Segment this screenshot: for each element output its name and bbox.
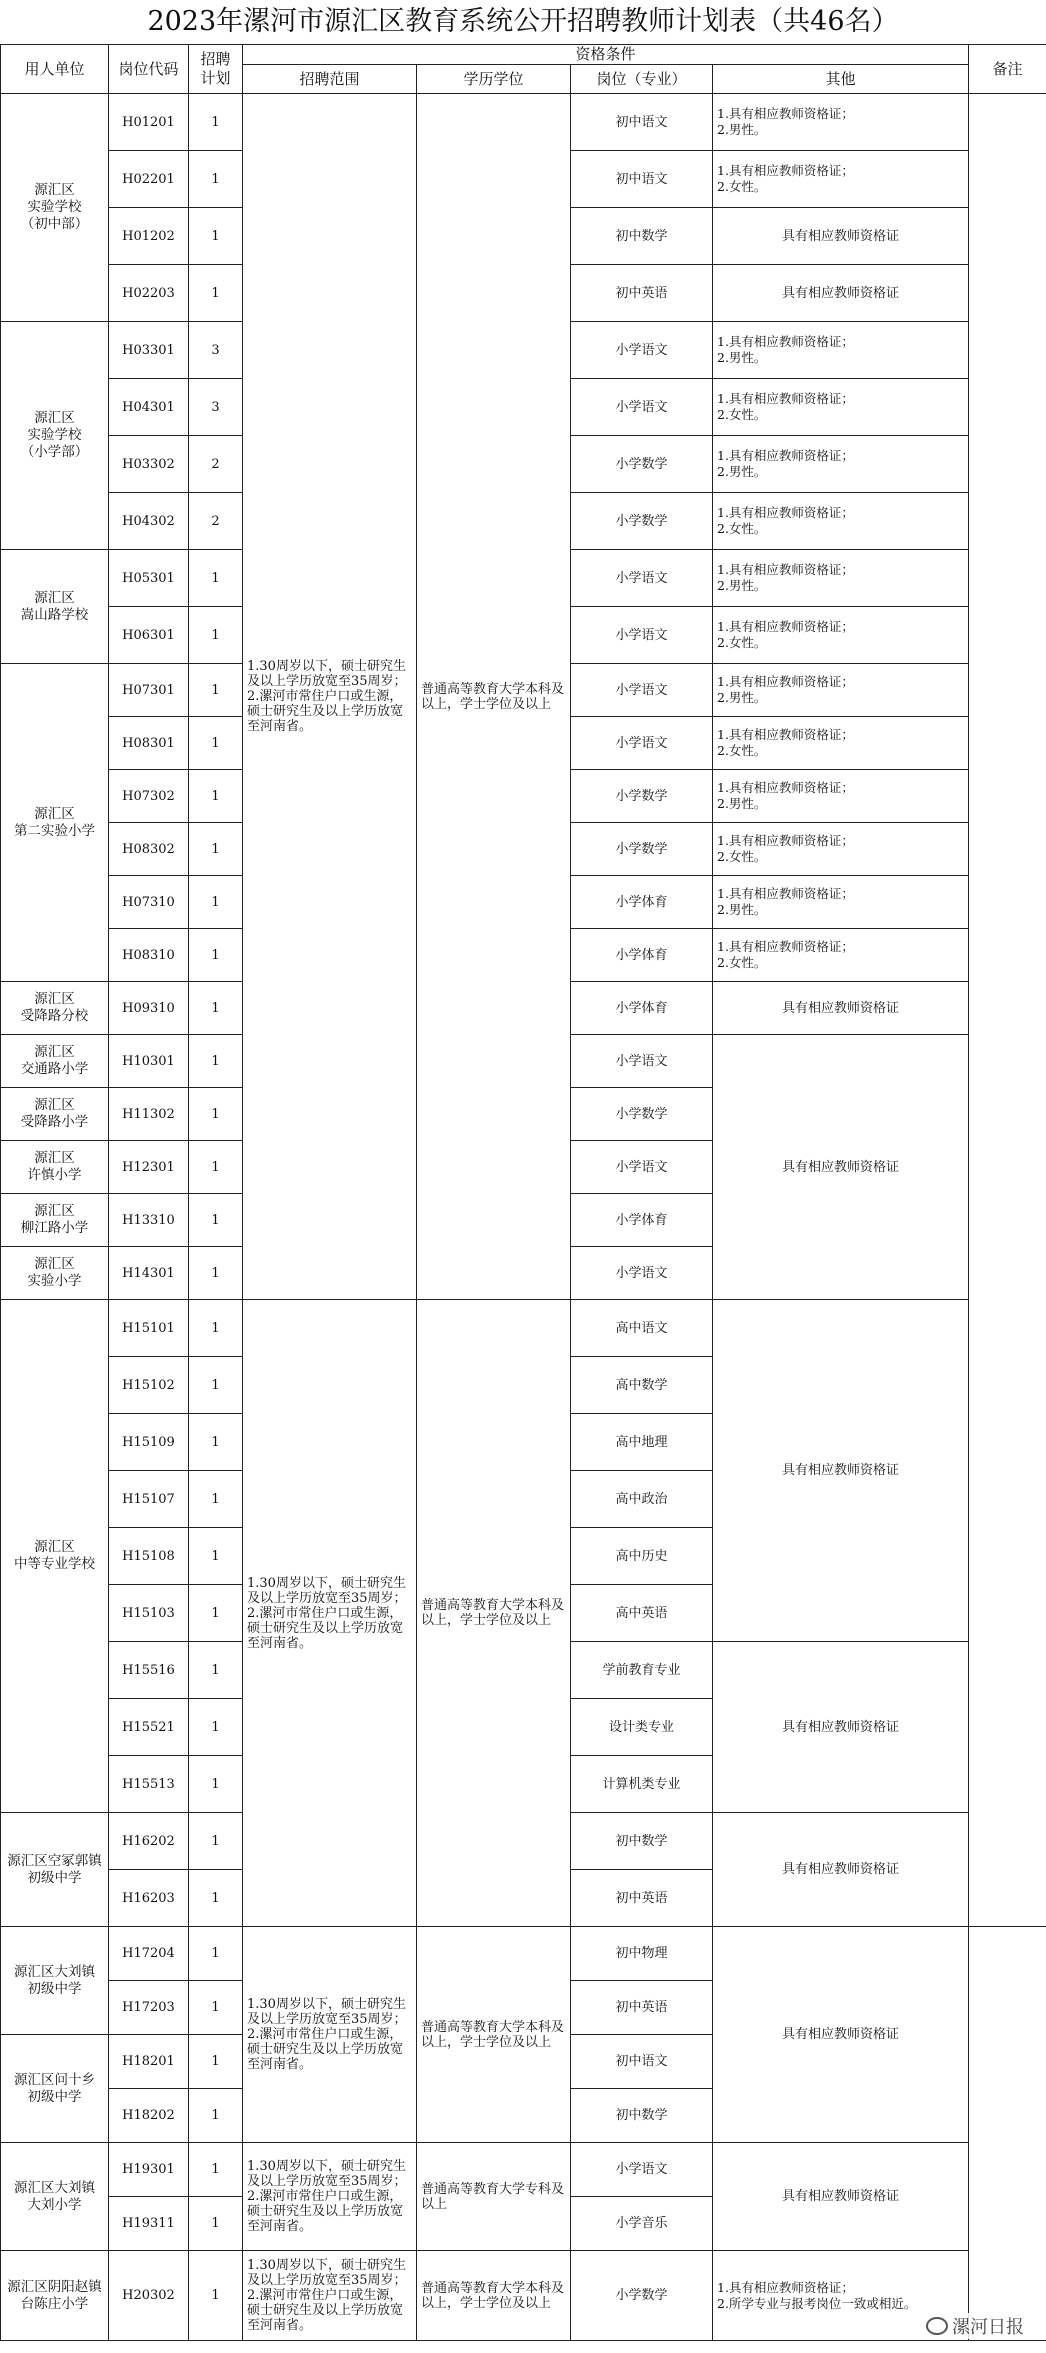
other-cell: 具有相应教师资格证 <box>713 265 969 322</box>
unit-cell: 源汇区阴阳赵镇 台陈庄小学 <box>1 2251 109 2341</box>
code-cell: H07310 <box>109 876 189 929</box>
header-plan: 招聘 计划 <box>189 45 243 94</box>
page-title: 2023年漯河市源汇区教育系统公开招聘教师计划表（共46名） <box>147 6 899 37</box>
post-cell: 学前教育专业 <box>571 1642 713 1699</box>
unit-cell: 源汇区 受降路小学 <box>1 1088 109 1141</box>
code-cell: H04302 <box>109 493 189 550</box>
remark-cell <box>969 94 1046 1927</box>
post-cell: 初中英语 <box>571 1870 713 1927</box>
code-cell: H07301 <box>109 664 189 717</box>
code-cell: H17204 <box>109 1927 189 1981</box>
code-cell: H12301 <box>109 1141 189 1194</box>
header-unit: 用人单位 <box>1 45 109 94</box>
unit-cell: 源汇区 交通路小学 <box>1 1035 109 1088</box>
code-cell: H15513 <box>109 1756 189 1813</box>
other-cell: 具有相应教师资格证 <box>713 1300 969 1642</box>
plan-cell: 1 <box>189 1141 243 1194</box>
plan-cell: 2 <box>189 493 243 550</box>
other-cell: 1.具有相应教师资格证； 2.男性。 <box>713 322 969 379</box>
code-cell: H16202 <box>109 1813 189 1870</box>
code-cell: H15103 <box>109 1585 189 1642</box>
unit-cell: 源汇区 中等专业学校 <box>1 1300 109 1813</box>
unit-cell: 源汇区 实验学校 （小学部） <box>1 322 109 550</box>
code-cell: H04301 <box>109 379 189 436</box>
plan-cell: 1 <box>189 607 243 664</box>
recruitment-table <box>0 44 1046 2341</box>
other-cell: 具有相应教师资格证 <box>713 1035 969 1300</box>
plan-cell: 1 <box>189 1414 243 1471</box>
other-cell: 1.具有相应教师资格证； 2.男性。 <box>713 876 969 929</box>
plan-cell: 2 <box>189 436 243 493</box>
plan-cell: 1 <box>189 1927 243 1981</box>
unit-cell: 源汇区 第二实验小学 <box>1 664 109 982</box>
code-cell: H02203 <box>109 265 189 322</box>
post-cell: 小学数学 <box>571 436 713 493</box>
plan-cell: 1 <box>189 1642 243 1699</box>
watermark <box>922 2313 1028 2339</box>
header-education: 学历学位 <box>417 65 571 94</box>
other-cell: 具有相应教师资格证 <box>713 1813 969 1927</box>
other-cell: 1.具有相应教师资格证； 2.女性。 <box>713 717 969 770</box>
code-cell: H15521 <box>109 1699 189 1756</box>
code-cell: H07302 <box>109 770 189 823</box>
plan-cell: 1 <box>189 664 243 717</box>
other-cell: 具有相应教师资格证 <box>713 982 969 1035</box>
post-cell: 初中数学 <box>571 2089 713 2143</box>
header-remark: 备注 <box>969 45 1046 94</box>
plan-cell: 1 <box>189 550 243 607</box>
plan-cell: 1 <box>189 717 243 770</box>
plan-cell: 1 <box>189 1088 243 1141</box>
other-cell: 1.具有相应教师资格证； 2.男性。 <box>713 550 969 607</box>
post-cell: 高中历史 <box>571 1528 713 1585</box>
other-cell: 1.具有相应教师资格证； 2.男性。 <box>713 664 969 717</box>
code-cell: H15516 <box>109 1642 189 1699</box>
post-cell: 初中英语 <box>571 1981 713 2035</box>
plan-cell: 3 <box>189 379 243 436</box>
range-cell: 1.30周岁以下，硕士研究生及以上学历放宽至35周岁； 2.漯河市常住户口或生源，硕士研究生及以上学历放宽至河南省。 <box>243 2143 417 2251</box>
plan-cell: 1 <box>189 1247 243 1300</box>
plan-cell: 1 <box>189 94 243 151</box>
post-cell: 小学数学 <box>571 493 713 550</box>
code-cell: H05301 <box>109 550 189 607</box>
unit-cell: 源汇区 受降路分校 <box>1 982 109 1035</box>
post-cell: 小学数学 <box>571 823 713 876</box>
plan-cell: 1 <box>189 1528 243 1585</box>
other-cell: 1.具有相应教师资格证； 2.女性。 <box>713 151 969 208</box>
code-cell: H06301 <box>109 607 189 664</box>
other-cell: 1.具有相应教师资格证； 2.所学专业与报考岗位一致或相近。 <box>713 2251 969 2341</box>
post-cell: 小学体育 <box>571 1194 713 1247</box>
plan-cell: 3 <box>189 322 243 379</box>
other-cell: 具有相应教师资格证 <box>713 1927 969 2143</box>
post-cell: 高中数学 <box>571 1357 713 1414</box>
plan-cell: 1 <box>189 1585 243 1642</box>
plan-cell: 1 <box>189 1471 243 1528</box>
plan-cell: 1 <box>189 1813 243 1870</box>
plan-cell: 1 <box>189 2143 243 2197</box>
other-cell: 具有相应教师资格证 <box>713 2143 969 2251</box>
other-cell: 1.具有相应教师资格证； 2.男性。 <box>713 770 969 823</box>
post-cell: 初中英语 <box>571 265 713 322</box>
post-cell: 初中语文 <box>571 2035 713 2089</box>
plan-cell: 1 <box>189 929 243 982</box>
range-cell: 1.30周岁以下，硕士研究生及以上学历放宽至35周岁； 2.漯河市常住户口或生源，硕士研究生及以上学历放宽至河南省。 <box>243 1927 417 2143</box>
post-cell: 高中英语 <box>571 1585 713 1642</box>
code-cell: H03302 <box>109 436 189 493</box>
code-cell: H20302 <box>109 2251 189 2341</box>
code-cell: H11302 <box>109 1088 189 1141</box>
post-cell: 小学语文 <box>571 2143 713 2197</box>
other-cell: 具有相应教师资格证 <box>713 1642 969 1813</box>
wechat-icon <box>926 2317 948 2335</box>
other-cell: 1.具有相应教师资格证； 2.女性。 <box>713 823 969 876</box>
code-cell: H08310 <box>109 929 189 982</box>
post-cell: 小学语文 <box>571 322 713 379</box>
plan-cell: 1 <box>189 2251 243 2341</box>
header-code: 岗位代码 <box>109 45 189 94</box>
code-cell: H03301 <box>109 322 189 379</box>
code-cell: H08302 <box>109 823 189 876</box>
post-cell: 小学体育 <box>571 876 713 929</box>
post-cell: 初中语文 <box>571 94 713 151</box>
plan-cell: 1 <box>189 1357 243 1414</box>
post-cell: 初中物理 <box>571 1927 713 1981</box>
education-cell: 普通高等教育大学本科及以上，学士学位及以上 <box>417 2251 571 2341</box>
header-post: 岗位（专业） <box>571 65 713 94</box>
other-cell: 1.具有相应教师资格证； 2.女性。 <box>713 379 969 436</box>
post-cell: 小学数学 <box>571 2251 713 2341</box>
plan-cell: 1 <box>189 1699 243 1756</box>
plan-cell: 1 <box>189 1870 243 1927</box>
range-cell: 1.30周岁以下，硕士研究生及以上学历放宽至35周岁； 2.漯河市常住户口或生源，硕士研究生及以上学历放宽至河南省。 <box>243 2251 417 2341</box>
code-cell: H18201 <box>109 2035 189 2089</box>
code-cell: H01202 <box>109 208 189 265</box>
unit-cell: 源汇区大刘镇 大刘小学 <box>1 2143 109 2251</box>
education-cell: 普通高等教育大学本科及以上，学士学位及以上 <box>417 94 571 1300</box>
other-cell: 1.具有相应教师资格证； 2.女性。 <box>713 607 969 664</box>
post-cell: 计算机类专业 <box>571 1756 713 1813</box>
education-cell: 普通高等教育大学专科及以上 <box>417 2143 571 2251</box>
code-cell: H01201 <box>109 94 189 151</box>
plan-cell: 1 <box>189 1981 243 2035</box>
post-cell: 小学语文 <box>571 550 713 607</box>
post-cell: 小学语文 <box>571 1141 713 1194</box>
unit-cell: 源汇区大刘镇 初级中学 <box>1 1927 109 2035</box>
plan-cell: 1 <box>189 982 243 1035</box>
post-cell: 小学体育 <box>571 982 713 1035</box>
unit-cell: 源汇区 许慎小学 <box>1 1141 109 1194</box>
plan-cell: 1 <box>189 770 243 823</box>
unit-cell: 源汇区问十乡 初级中学 <box>1 2035 109 2143</box>
unit-cell: 源汇区 嵩山路学校 <box>1 550 109 664</box>
code-cell: H13310 <box>109 1194 189 1247</box>
plan-cell: 1 <box>189 1756 243 1813</box>
code-cell: H08301 <box>109 717 189 770</box>
code-cell: H17203 <box>109 1981 189 2035</box>
other-cell: 1.具有相应教师资格证； 2.女性。 <box>713 493 969 550</box>
post-cell: 小学数学 <box>571 770 713 823</box>
plan-cell: 1 <box>189 2035 243 2089</box>
range-cell: 1.30周岁以下，硕士研究生及以上学历放宽至35周岁； 2.漯河市常住户口或生源，硕士研究生及以上学历放宽至河南省。 <box>243 1300 417 1927</box>
watermark-text: 漯河日报 <box>952 2317 1024 2338</box>
education-cell: 普通高等教育大学本科及以上，学士学位及以上 <box>417 1927 571 2143</box>
other-cell: 1.具有相应教师资格证； 2.男性。 <box>713 436 969 493</box>
code-cell: H10301 <box>109 1035 189 1088</box>
code-cell: H02201 <box>109 151 189 208</box>
unit-cell: 源汇区空冢郭镇 初级中学 <box>1 1813 109 1927</box>
post-cell: 小学语文 <box>571 717 713 770</box>
remark-cell <box>969 1927 1046 2341</box>
code-cell: H15102 <box>109 1357 189 1414</box>
post-cell: 初中语文 <box>571 151 713 208</box>
post-cell: 小学语文 <box>571 1035 713 1088</box>
post-cell: 小学体育 <box>571 929 713 982</box>
unit-cell: 源汇区 柳江路小学 <box>1 1194 109 1247</box>
code-cell: H18202 <box>109 2089 189 2143</box>
post-cell: 高中语文 <box>571 1300 713 1357</box>
code-cell: H09310 <box>109 982 189 1035</box>
code-cell: H16203 <box>109 1870 189 1927</box>
post-cell: 初中数学 <box>571 1813 713 1870</box>
post-cell: 小学音乐 <box>571 2197 713 2251</box>
plan-cell: 1 <box>189 151 243 208</box>
code-cell: H14301 <box>109 1247 189 1300</box>
post-cell: 高中政治 <box>571 1471 713 1528</box>
header-range: 招聘范围 <box>243 65 417 94</box>
code-cell: H15101 <box>109 1300 189 1357</box>
plan-cell: 1 <box>189 208 243 265</box>
unit-cell: 源汇区 实验小学 <box>1 1247 109 1300</box>
code-cell: H15109 <box>109 1414 189 1471</box>
code-cell: H15108 <box>109 1528 189 1585</box>
post-cell: 初中数学 <box>571 208 713 265</box>
post-cell: 小学语文 <box>571 1247 713 1300</box>
plan-cell: 1 <box>189 823 243 876</box>
plan-cell: 1 <box>189 1300 243 1357</box>
education-cell: 普通高等教育大学本科及以上，学士学位及以上 <box>417 1300 571 1927</box>
plan-cell: 1 <box>189 2197 243 2251</box>
unit-cell: 源汇区 实验学校 （初中部） <box>1 94 109 322</box>
other-cell: 具有相应教师资格证 <box>713 208 969 265</box>
code-cell: H15107 <box>109 1471 189 1528</box>
post-cell: 设计类专业 <box>571 1699 713 1756</box>
other-cell: 1.具有相应教师资格证； 2.女性。 <box>713 929 969 982</box>
range-cell: 1.30周岁以下，硕士研究生及以上学历放宽至35周岁； 2.漯河市常住户口或生源，硕士研究生及以上学历放宽至河南省。 <box>243 94 417 1300</box>
plan-cell: 1 <box>189 2089 243 2143</box>
plan-cell: 1 <box>189 876 243 929</box>
header-qualifications: 资格条件 <box>243 45 969 65</box>
post-cell: 小学语文 <box>571 664 713 717</box>
other-cell: 1.具有相应教师资格证； 2.男性。 <box>713 94 969 151</box>
post-cell: 小学数学 <box>571 1088 713 1141</box>
plan-cell: 1 <box>189 1194 243 1247</box>
post-cell: 小学语文 <box>571 607 713 664</box>
post-cell: 小学语文 <box>571 379 713 436</box>
code-cell: H19301 <box>109 2143 189 2197</box>
plan-cell: 1 <box>189 1035 243 1088</box>
code-cell: H19311 <box>109 2197 189 2251</box>
post-cell: 高中地理 <box>571 1414 713 1471</box>
plan-cell: 1 <box>189 265 243 322</box>
header-other: 其他 <box>713 65 969 94</box>
